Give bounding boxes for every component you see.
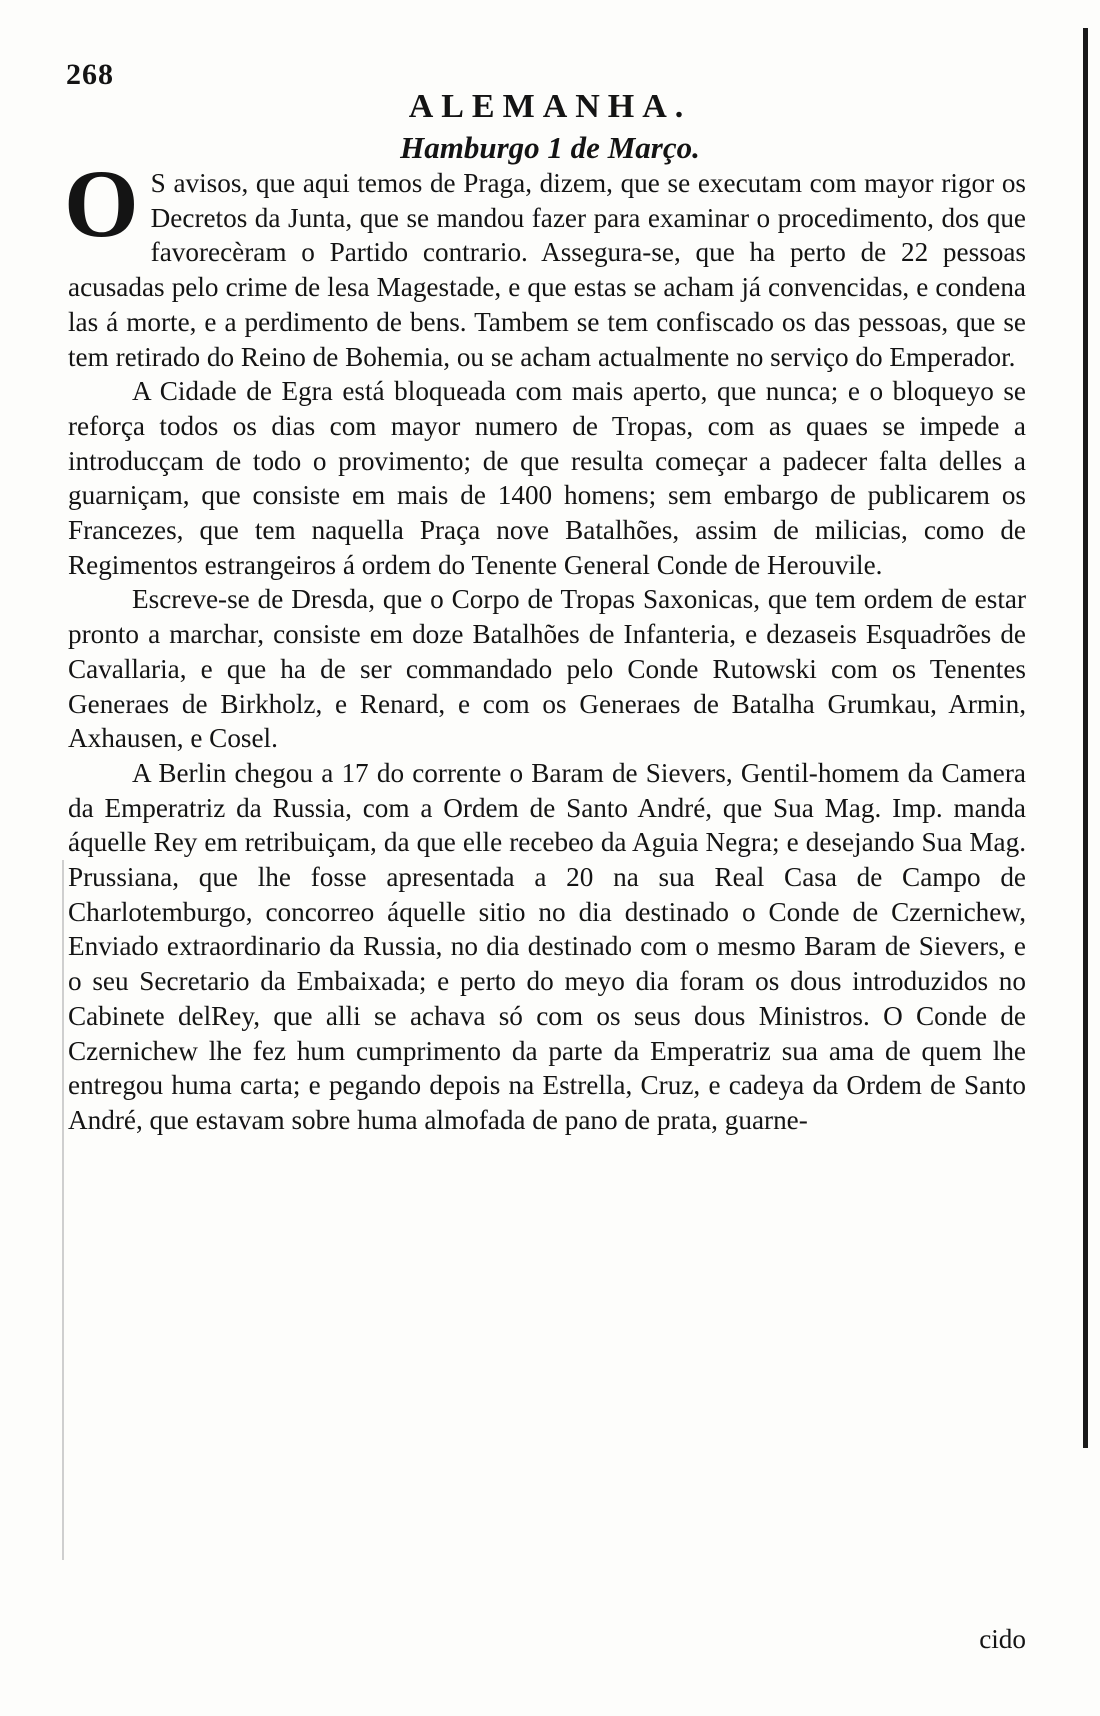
paragraph-3: Escreve-se de Dresda, que o Corpo de Tropas Saxonicas, que tem ordem de estar pronto a marchar, consiste em doze Batalhões de Infanteria, e dezaseis Esquadrões de Cavallaria, e que ha de ser commandado pelo Conde Rutowski com os Tenentes Generaes de Birkholz, e Renard, e com os Generaes de Batalha Grumkau, Armin, Axhausen, e Cosel. bbox=[68, 584, 1026, 754]
dateline: Hamburgo 1 de Março. bbox=[400, 130, 700, 165]
drop-cap: O bbox=[64, 150, 139, 257]
running-title: ALEMANHA. bbox=[408, 88, 692, 125]
page-gutter-shadow bbox=[62, 860, 64, 1560]
page-edge-shadow bbox=[1083, 28, 1088, 1448]
page-number: 268 bbox=[66, 58, 114, 91]
paragraph-4: A Berlin chegou a 17 do corrente o Baram de Sievers, Gentil-homem da Camera da Emperatriz da Russia, com a Ordem de Santo André, que Sua Mag. Imp. manda áquelle Rey em retribuiçam, da que elle recebeo da Aguia Negra; e desejando Sua Mag. Prussiana, que lhe fosse apresentada a 20 na sua Real Casa de Campo de Charlotemburgo, concorreo áquelle sitio no dia destinado o Conde de Czernichew, Enviado extraordinario da Russia, no dia destinado com o mesmo Baram de Sievers, e o seu Secretario da Embaixada; e perto do meyo dia foram os dous introduzidos no Cabinete delRey, que alli se achava só com os seus dous Ministros. O Conde de Czernichew lhe fez hum cumprimento da parte da Emperatriz sua ama de quem lhe entregou huma carta; e pegando depois na Estrella, Cruz, e cadeya da Ordem de Santo André, que estavam sobre huma almofada de pano de prata, guarne- bbox=[68, 757, 1026, 1135]
article-body bbox=[64, 150, 1026, 1138]
catchword: cido bbox=[979, 1624, 1026, 1654]
paragraph-1-text: S avisos, que aqui temos de Praga, dizem, que se executam com mayor rigor os Decretos da Junta, que se mandou fazer para examinar o procedimento, dos que favorecèram o Partido contrario. Assegura-se, que ha perto de 22 pessoas acusadas pelo crime de lesa Magestade, e que estas se acham já convencidas, e condena las á morte, e a perdimento de bens. Tambem se tem confiscado os das pessoas, que se tem retirado do Reino de Bohemia, ou se acham actualmente no serviço do Emperador. bbox=[68, 168, 1026, 372]
paragraph-2: A Cidade de Egra está bloqueada com mais aperto, que nunca; e o bloqueyo se reforça todos os dias com mayor numero de Tropas, com as quaes se impede a introducçam de todo o provimento; de que resulta começar a padecer falta delles a guarniçam, que consiste em mais de 1400 homens; sem embargo de publicarem os Francezes, que tem naquella Praça nove Batalhões, assim de milicias, como de Regimentos estrangeiros á ordem do Tenente General Conde de Herouvile. bbox=[68, 376, 1026, 580]
paragraph-1 bbox=[64, 150, 1026, 374]
